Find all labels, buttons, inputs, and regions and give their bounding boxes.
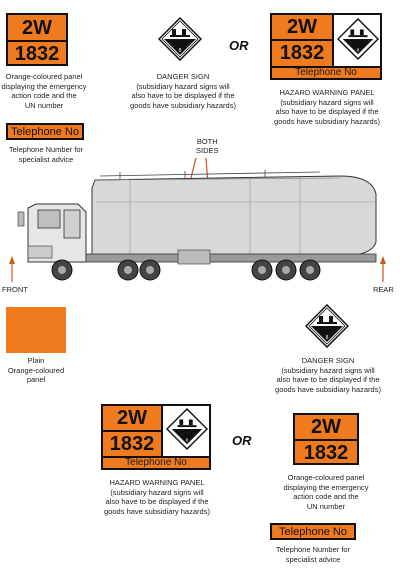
svg-text:8: 8 bbox=[356, 48, 360, 54]
svg-text:8: 8 bbox=[185, 438, 189, 444]
telephone-panel-bottom: Telephone No bbox=[270, 523, 356, 540]
emergency-action-code: 2W bbox=[287, 16, 317, 38]
orange-panel-top-left bbox=[6, 13, 68, 66]
un-number: 1832 bbox=[109, 433, 155, 455]
danger-sign-caption-top: DANGER SIGN (subsidiary hazard signs will also have to be displayed if the goods have subsidiary hazards) bbox=[130, 72, 236, 110]
or-label-bottom: OR bbox=[232, 433, 252, 448]
plain-orange-panel bbox=[6, 307, 66, 353]
svg-text:8: 8 bbox=[325, 335, 329, 341]
panel-divider bbox=[272, 39, 332, 41]
corrosive-danger-sign-icon-top-panel bbox=[337, 17, 379, 61]
tanker-truck-diagram bbox=[0, 150, 400, 300]
panel-divider bbox=[8, 40, 66, 42]
hazard-panel-caption-bottom: HAZARD WARNING PANEL (subsidiary hazard signs will also have to be displayed if the goods have subsidiary hazards) bbox=[104, 478, 210, 516]
or-label-top: OR bbox=[229, 38, 249, 53]
un-number: 1832 bbox=[14, 43, 60, 65]
panel-caption-bottom-right: Orange-coloured panel displaying the emergency action code and the UN number bbox=[283, 473, 369, 511]
panel-telephone: Telephone No bbox=[125, 457, 187, 468]
un-number: 1832 bbox=[303, 442, 349, 464]
un-number: 1832 bbox=[279, 42, 325, 64]
emergency-action-code: 2W bbox=[117, 407, 147, 429]
panel-caption-top-left: Orange-coloured panel displaying the emergency action code and the UN number bbox=[1, 72, 87, 110]
panel-code-area bbox=[272, 15, 334, 66]
telephone-panel-top: Telephone No bbox=[6, 123, 84, 140]
danger-sign-caption-middle: DANGER SIGN (subsidiary hazard signs will also have to be displayed if the goods have subsidiary hazards) bbox=[275, 356, 381, 394]
corrosive-danger-sign-icon-middle bbox=[305, 304, 349, 348]
svg-text:8: 8 bbox=[178, 48, 182, 54]
emergency-action-code: 2W bbox=[311, 416, 341, 438]
panel-telephone: Telephone No bbox=[295, 67, 357, 78]
telephone-caption-top: Telephone Number for specialist advice bbox=[8, 145, 84, 164]
corrosive-danger-sign-icon-top bbox=[158, 17, 202, 61]
orange-panel-bottom-right bbox=[293, 413, 359, 465]
rear-label: REAR bbox=[373, 285, 394, 294]
both-sides-label: BOTH SIDES bbox=[196, 137, 219, 155]
front-label: FRONT bbox=[2, 285, 28, 294]
panel-divider bbox=[103, 430, 161, 432]
emergency-action-code: 2W bbox=[22, 17, 52, 39]
hazard-panel-caption-top: HAZARD WARNING PANEL (subsidiary hazard signs will also have to be displayed if the goods have subsidiary hazards) bbox=[274, 88, 380, 126]
telephone-caption-bottom: Telephone Number for specialist advice bbox=[275, 545, 351, 564]
panel-code-area bbox=[103, 406, 163, 456]
corrosive-danger-sign-icon-bottom-panel bbox=[166, 407, 208, 451]
panel-divider bbox=[295, 439, 357, 441]
plain-panel-caption: Plain Orange-coloured panel bbox=[7, 356, 65, 384]
